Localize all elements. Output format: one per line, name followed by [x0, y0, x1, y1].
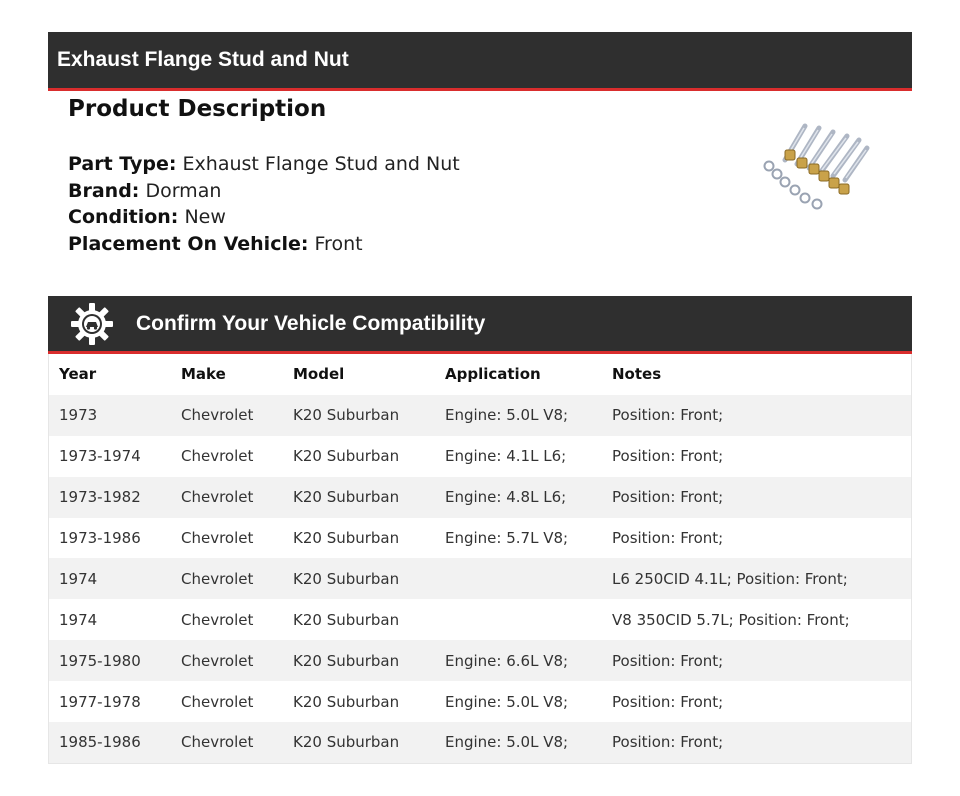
cell-year: 1975-1980 — [59, 651, 141, 670]
cell-application: Engine: 4.8L L6; — [445, 488, 567, 507]
condition-value: New — [184, 206, 226, 228]
cell-model: K20 Suburban — [293, 610, 400, 629]
cell-year: 1974 — [59, 610, 98, 629]
table-row — [49, 640, 911, 681]
cell-make: Chevrolet — [181, 406, 254, 425]
placement-value: Front — [314, 232, 363, 255]
placement-label: Placement On Vehicle: — [68, 232, 309, 255]
condition-label: Condition: — [68, 206, 179, 228]
cell-make: Chevrolet — [181, 733, 254, 752]
brand-label: Brand: — [68, 179, 140, 202]
cell-year: 1974 — [59, 569, 98, 588]
cell-notes: Position: Front; — [612, 447, 724, 466]
cell-year: 1973 — [59, 406, 98, 425]
product-image[interactable] — [755, 108, 885, 218]
cell-make: Chevrolet — [181, 610, 254, 629]
table-row — [49, 681, 911, 722]
cell-notes: Position: Front; — [612, 692, 724, 711]
cell-application: Engine: 5.7L V8; — [445, 529, 569, 547]
cell-year: 1973-1986 — [59, 529, 141, 547]
brand-value: Dorman — [145, 179, 222, 202]
compatibility-table — [48, 354, 912, 764]
product-description-heading: Product Description — [68, 96, 327, 122]
table-row — [49, 722, 911, 763]
cell-year: 1985-1986 — [59, 733, 141, 752]
brand-row — [68, 178, 460, 205]
column-header-make: Make — [181, 365, 226, 384]
cell-notes: Position: Front; — [612, 733, 724, 752]
cell-model: K20 Suburban — [293, 692, 400, 711]
compatibility-title: Confirm Your Vehicle Compatibility — [136, 311, 486, 335]
column-header-notes: Notes — [612, 365, 662, 384]
cell-notes: Position: Front; — [612, 651, 724, 670]
cell-application: Engine: 4.1L L6; — [445, 447, 567, 466]
cell-make: Chevrolet — [181, 569, 254, 588]
cell-model: K20 Suburban — [293, 488, 400, 507]
product-title: Exhaust Flange Stud and Nut — [57, 48, 349, 71]
cell-notes: V8 350CID 5.7L; Position: Front; — [612, 610, 850, 629]
cell-notes: Position: Front; — [612, 406, 724, 425]
product-description-list — [68, 151, 460, 257]
gear-car-icon — [70, 302, 114, 346]
table-row — [49, 599, 911, 640]
cell-model: K20 Suburban — [293, 529, 400, 547]
column-header-application: Application — [445, 365, 541, 384]
compatibility-header-bar — [48, 296, 912, 354]
cell-make: Chevrolet — [181, 692, 254, 711]
cell-application: Engine: 6.6L V8; — [445, 651, 569, 670]
part-type-value: Exhaust Flange Stud and Nut — [182, 153, 460, 175]
cell-model: K20 Suburban — [293, 447, 400, 466]
placement-row — [68, 231, 460, 258]
cell-year: 1977-1978 — [59, 692, 141, 711]
part-type-label: Part Type: — [68, 153, 177, 175]
table-row — [49, 518, 911, 559]
table-header-row — [49, 354, 911, 395]
cell-make: Chevrolet — [181, 488, 254, 507]
cell-year: 1973-1982 — [59, 488, 141, 507]
table-row — [49, 558, 911, 599]
cell-notes: Position: Front; — [612, 529, 724, 547]
cell-make: Chevrolet — [181, 529, 254, 547]
cell-application: Engine: 5.0L V8; — [445, 692, 569, 711]
table-row — [49, 436, 911, 477]
part-type-row — [68, 151, 460, 178]
cell-make: Chevrolet — [181, 651, 254, 670]
column-header-model: Model — [293, 365, 345, 384]
cell-notes: Position: Front; — [612, 488, 724, 507]
cell-model: K20 Suburban — [293, 651, 400, 670]
cell-notes: L6 250CID 4.1L; Position: Front; — [612, 569, 848, 588]
table-row — [49, 477, 911, 518]
cell-make: Chevrolet — [181, 447, 254, 466]
cell-application: Engine: 5.0L V8; — [445, 733, 569, 752]
cell-application: Engine: 5.0L V8; — [445, 406, 569, 425]
cell-model: K20 Suburban — [293, 406, 400, 425]
cell-model: K20 Suburban — [293, 733, 400, 752]
product-title-bar — [48, 32, 912, 91]
column-header-year: Year — [59, 365, 97, 384]
cell-model: K20 Suburban — [293, 569, 400, 588]
cell-year: 1973-1974 — [59, 447, 141, 466]
condition-row — [68, 204, 460, 231]
table-row — [49, 395, 911, 436]
